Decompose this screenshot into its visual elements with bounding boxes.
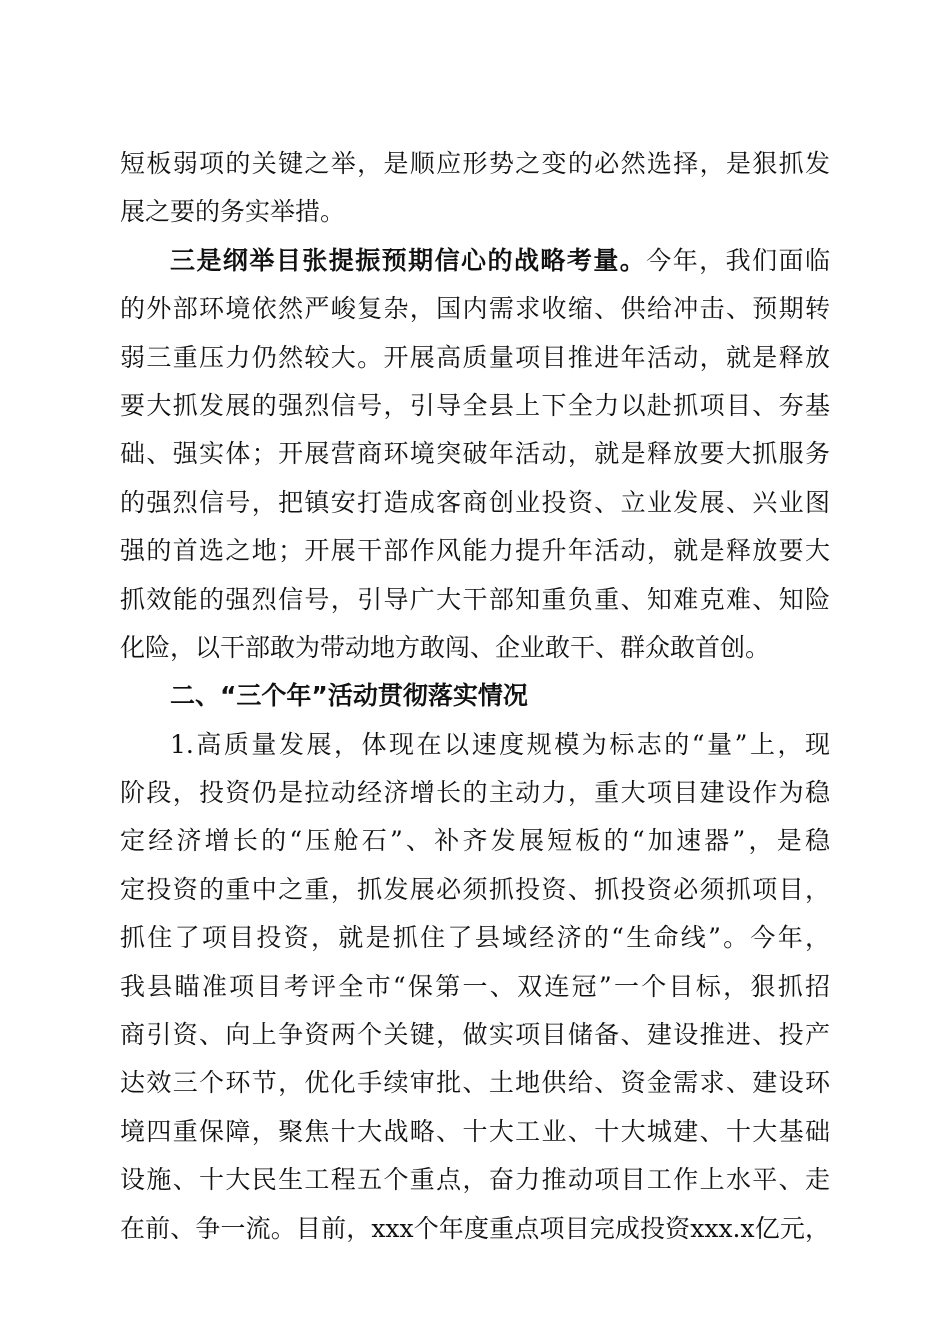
text-line: 的外部环境依然严峻复杂，国内需求收缩、供给冲击、预期转 [120,294,830,324]
text-line: 定投资的重中之重，抓发展必须抓投资、抓投资必须抓项目， [120,874,830,904]
text-line: 强的首选之地；开展干部作风能力提升年活动，就是释放要大 [120,536,830,566]
text-line: 要大抓发展的强烈信号，引导全县上下全力以赴抓项目、夯基 [120,390,830,420]
paragraph-lead-rest: 今年，我们面临 [646,245,830,275]
text-line: 展之要的务实举措。 [120,197,346,227]
text-line: 抓住了项目投资，就是抓住了县域经济的“生命线”。今年， [120,923,830,953]
paragraph-first-line [120,237,830,285]
paragraph-first-line: 1.高质量发展，体现在以速度规模为标志的“量”上，现 [170,729,830,759]
text-line: 境四重保障，聚焦十大战略、十大工业、十大城建、十大基础 [120,1116,830,1146]
text-line: 达效三个环节，优化手续审批、土地供给、资金需求、建设环 [120,1068,830,1098]
text-line: 阶段，投资仍是拉动经济增长的主动力，重大项目建设作为稳 [120,778,830,808]
section-heading: 二、“三个年”活动贯彻落实情况 [170,681,528,711]
text-line: 化险，以干部敢为带动地方敢闯、企业敢干、群众敢首创。 [120,632,771,662]
text-line: 础、强实体；开展营商环境突破年活动，就是释放要大抓服务 [120,439,830,469]
document-body [120,140,830,1253]
text-line: 商引资、向上争资两个关键，做实项目储备、建设推进、投产 [120,1020,830,1050]
text-line: 我县瞄准项目考评全市“保第一、双连冠”一个目标，狠抓招 [120,971,830,1001]
text-line: 在前、争一流。目前，xxx个年度重点项目完成投资xxx.x亿元， [120,1213,830,1243]
text-line: 弱三重压力仍然较大。开展高质量项目推进年活动，就是释放 [120,342,830,372]
text-line: 短板弱项的关键之举，是顺应形势之变的必然选择，是狠抓发 [120,149,830,178]
paragraph-lead-bold: 三是纲举目张提振预期信心的战略考量。 [170,245,647,275]
text-line: 设施、十大民生工程五个重点，奋力推动项目工作上水平、走 [120,1165,830,1195]
text-line: 的强烈信号，把镇安打造成客商创业投资、立业发展、兴业图 [120,487,830,517]
text-line: 抓效能的强烈信号，引导广大干部知重负重、知难克难、知险 [120,584,830,614]
text-line: 定经济增长的“压舱石”、补齐发展短板的“加速器”，是稳 [120,826,830,856]
